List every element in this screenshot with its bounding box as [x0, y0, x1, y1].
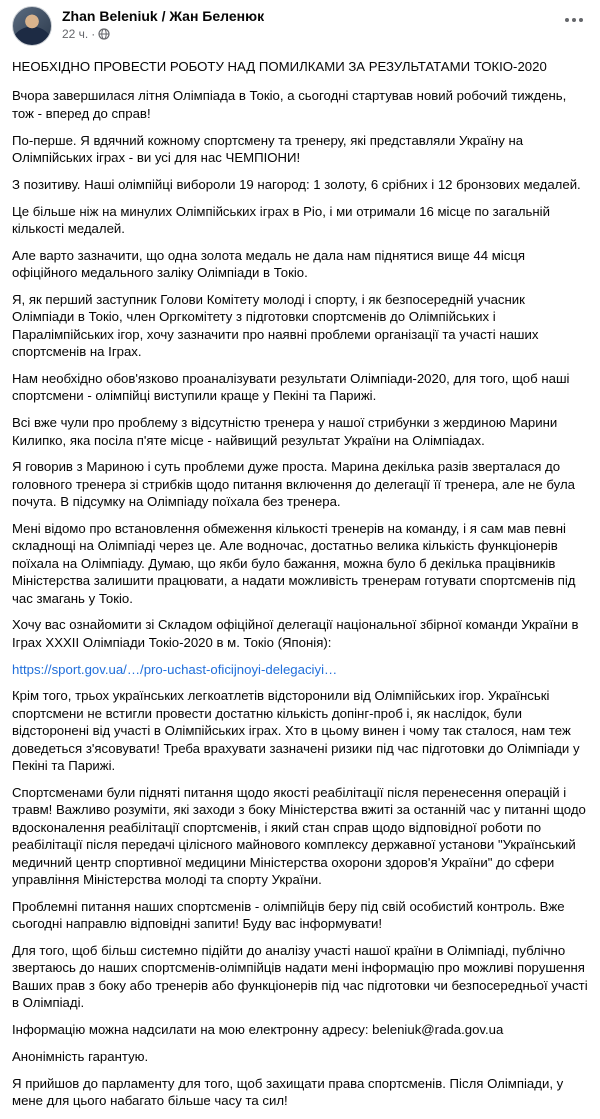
post-title: НЕОБХІДНО ПРОВЕСТИ РОБОТУ НАД ПОМИЛКАМИ ЗА РЕЗУЛЬТАТАМИ ТОКІО-2020 [12, 59, 547, 74]
post-paragraph: Я, як перший заступник Голови Комітету молоді і спорту, і як безпосередній учасник Олімпіади в Токіо, член Оргкомітету з підготовки спортсменів до Олімпійських і Паралімпійських ігор, хочу зазначити про наявні проблеми організації та участі наших спортсменів на Іграх. [12, 292, 539, 360]
globe-icon[interactable] [98, 28, 110, 40]
post-paragraph: Я прийшов до парламенту для того, щоб захищати права спортсменів. Після Олімпіади, у мене для цього набагато більше часу та сил! [12, 1075, 564, 1108]
author-name[interactable]: Zhan Beleniuk / Жан Беленюк [62, 8, 265, 24]
post-paragraph: Для того, щоб більш системно підійти до аналізу участі нашої країни в Олімпіаді, публічно звертаюсь до наших спортсменів-олімпійців надати мені інформацію про можливі порушення Ваших прав з боку або тренерів або функціонерів під час підготовки чи безпосередньої участі в Олімпіаді. [12, 942, 588, 1011]
post-paragraph: Інформацію можна надсилати на мою електронну адресу: beleniuk@rada.gov.ua [12, 1021, 504, 1037]
post-body [12, 58, 590, 1119]
post-meta [62, 27, 110, 41]
post-paragraph: Це більше ніж на минулих Олімпійських іграх в Ріо, і ми отримали 16 місце по загальній кількості медалей. [12, 203, 550, 237]
meta-separator: · [91, 27, 96, 41]
post-paragraph: Проблемні питання наших спортсменів - олімпійців беру під свій особистий контроль. Вже сьогодні направлю відповідні запити! Буду вас інформувати! [12, 898, 565, 932]
post-header [12, 6, 588, 46]
post-paragraph: Анонімність гарантую. [12, 1048, 149, 1064]
delegation-link[interactable]: https://sport.gov.ua/…/pro-uchast-oficijnoyi-delegaciyi… [12, 661, 338, 677]
post-time[interactable]: 22 ч. [62, 27, 89, 41]
post-paragraph: Всі вже чули про проблему з відсутністю тренера у нашої стрибунки з жердиною Марини Килипко, яка посіла п'яте місце - найвищий результат України на Олімпіадах. [12, 415, 558, 448]
more-options-icon[interactable] [560, 10, 588, 30]
post-paragraph: Крім того, трьох українських легкоатлетів відсторонили від Олімпійських ігор. Українські спортсмени не встигли провести достатню кількість допінг-проб і, як наслідок, були відсторонені від участі в Олімпійських іграх. Хто в цьому винен і чому так сталося, нам теж доведеться з'ясовувати! Треба врахувати зазначені ризики під час підготовки до Олімпіади у Пекіні та Парижі. [12, 688, 580, 774]
post-paragraph: Я говорив з Мариною і суть проблеми дуже проста. Марина декілька разів зверталася до головного тренера зі стрибків щодо питання включення до делегації її тренера, але не була почута. В підсумку на Олімпіаду поїхала без тренера. [12, 459, 575, 510]
post-paragraph: По-перше. Я вдячний кожному спортсмену та тренеру, які представляли Україну на Олімпійських іграх - ви усі для нас ЧЕМПІОНИ! [12, 132, 524, 166]
post-paragraph: Вчора завершилася літня Олімпіада в Токіо, а сьогодні стартував новий робочий тиждень, тож - вперед до справ! [12, 88, 567, 121]
post-paragraph: Але варто зазначити, що одна золота медаль не дала нам піднятися вище 44 місця офіційного медального заліку Олімпіади в Токіо. [12, 247, 526, 281]
post-paragraph: Мені відомо про встановлення обмеження кількості тренерів на команду, і я сам мав певні складнощі на Олімпіаді через це. Але водночас, достатньо велика кількість функціонерів поїхала на Олімпіаду. Думаю, що якби було бажання, можна було б декілька працівників Міністерства залишити працювати, а надати можливість тренерам готувати спортсменів під час змагань у Токіо. [12, 521, 576, 606]
post-paragraph: Спортсменами були підняті питання щодо якості реабілітації після перенесення операцій і травм! Важливо розуміти, які заходи з боку Міністерства вжиті за останній час у питанні щодо вдосконалення реабілітації спортсменів, і який стан справ щодо відповідної роботи по реабілітації після передачі цілісного майнового комплексу державної установи "Український медичний центр спортивної медицини Міністерства охорони здоров'я України" до сфери управління Міністерства молоді та спорту України. [12, 784, 586, 887]
post-paragraph: Хочу вас ознайомити зі Складом офіційної делегації національної збірної команди України в Іграх XXXII Олімпіади Токіо-2020 в м. Токіо (Японія): [12, 617, 579, 650]
avatar[interactable] [12, 6, 52, 46]
post-paragraph: З позитиву. Наші олімпійці виборoли 19 нагород: 1 золоту, 6 срібних і 12 бронзових медалей. [12, 176, 581, 192]
post-paragraph: Нам необхідно обов'язково проаналізувати результати Олімпіади-2020, для того, щоб наші спортсмени - олімпійці виступили краще у Пекіні та Парижі. [12, 371, 570, 404]
link-paragraph [12, 661, 590, 678]
